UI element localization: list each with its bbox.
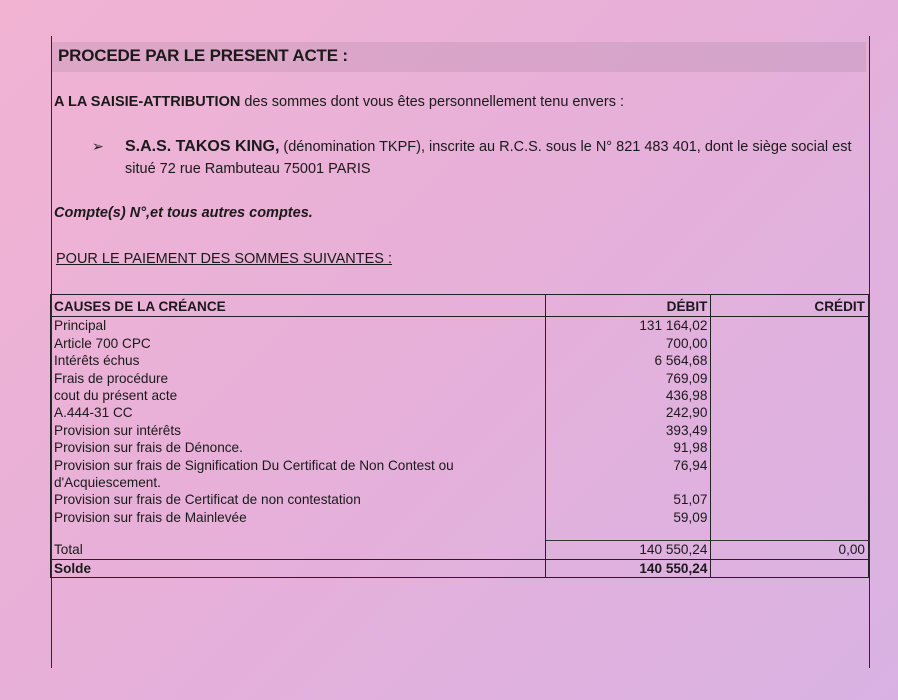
- header-causes: CAUSES DE LA CRÉANCE: [51, 295, 546, 317]
- row-debit: 700,00: [545, 335, 711, 352]
- row-debit: 51,07: [545, 491, 711, 508]
- table-row: [51, 491, 869, 508]
- row-credit: [711, 387, 869, 404]
- section-heading: PROCEDE PAR LE PRESENT ACTE :: [58, 46, 348, 65]
- debtor-paragraph: [125, 136, 875, 180]
- saisie-bold-label: A LA SAISIE-ATTRIBUTION: [54, 94, 241, 110]
- table-spacer-row: [51, 526, 869, 541]
- total-row: [51, 541, 869, 559]
- row-cause: Provision sur frais de Signification Du Certificat de Non Contest ou d'Acquiescement.: [51, 457, 546, 492]
- row-credit: [711, 457, 869, 492]
- solde-label: Solde: [51, 559, 546, 577]
- row-cause: A.444-31 CC: [51, 404, 546, 421]
- row-credit: [711, 335, 869, 352]
- company-details: (dénomination TKPF), inscrite au R.C.S. sous le N° 821 483 401, dont le siège social est situé 72 rue Rambuteau 75001 PARIS: [125, 139, 852, 177]
- table-row: [51, 509, 869, 526]
- spacer-cell: [545, 526, 711, 541]
- claims-table: [50, 294, 869, 578]
- accounts-line: Compte(s) N°,et tous autres comptes.: [54, 205, 313, 221]
- row-debit: 91,98: [545, 439, 711, 456]
- table-row: [51, 422, 869, 439]
- spacer-cell: [51, 526, 546, 541]
- row-cause: Article 700 CPC: [51, 335, 546, 352]
- row-debit: 6 564,68: [545, 352, 711, 369]
- solde-row: [51, 559, 869, 577]
- bullet-arrow-icon: ➢: [92, 138, 104, 154]
- row-cause: Intérêts échus: [51, 352, 546, 369]
- row-credit: [711, 317, 869, 335]
- table-row: [51, 387, 869, 404]
- table-row: [51, 352, 869, 369]
- row-credit: [711, 404, 869, 421]
- row-credit: [711, 491, 869, 508]
- row-debit: 769,09: [545, 370, 711, 387]
- row-debit: 436,98: [545, 387, 711, 404]
- total-label: Total: [51, 541, 546, 559]
- saisie-paragraph: [54, 94, 624, 110]
- table-row: [51, 439, 869, 456]
- row-credit: [711, 352, 869, 369]
- solde-debit: 140 550,24: [545, 559, 711, 577]
- row-cause: Provision sur frais de Mainlevée: [51, 509, 546, 526]
- table-row: [51, 335, 869, 352]
- row-debit: 242,90: [545, 404, 711, 421]
- row-cause: Provision sur intérêts: [51, 422, 546, 439]
- row-debit: 131 164,02: [545, 317, 711, 335]
- row-debit: 393,49: [545, 422, 711, 439]
- row-debit: 59,09: [545, 509, 711, 526]
- solde-credit: [711, 559, 869, 577]
- total-debit: 140 550,24: [545, 541, 711, 559]
- table-row: [51, 317, 869, 335]
- row-cause: cout du présent acte: [51, 387, 546, 404]
- header-debit: DÉBIT: [545, 295, 711, 317]
- table-row: [51, 404, 869, 421]
- table-header-row: [51, 295, 869, 317]
- payment-heading: POUR LE PAIEMENT DES SOMMES SUIVANTES :: [56, 251, 392, 267]
- header-credit: CRÉDIT: [711, 295, 869, 317]
- table-row: [51, 370, 869, 387]
- row-cause: Principal: [51, 317, 546, 335]
- spacer-cell: [711, 526, 869, 541]
- row-credit: [711, 509, 869, 526]
- row-credit: [711, 439, 869, 456]
- row-debit: 76,94: [545, 457, 711, 492]
- row-cause: Provision sur frais de Dénonce.: [51, 439, 546, 456]
- row-cause: Provision sur frais de Certificat de non contestation: [51, 491, 546, 508]
- saisie-rest-text: des sommes dont vous êtes personnellement tenu envers :: [240, 94, 624, 110]
- row-cause: Frais de procédure: [51, 370, 546, 387]
- total-credit: 0,00: [711, 541, 869, 559]
- row-credit: [711, 370, 869, 387]
- table-row: [51, 457, 869, 492]
- row-credit: [711, 422, 869, 439]
- right-margin-rule: [869, 36, 870, 668]
- company-name: S.A.S. TAKOS KING,: [125, 138, 280, 155]
